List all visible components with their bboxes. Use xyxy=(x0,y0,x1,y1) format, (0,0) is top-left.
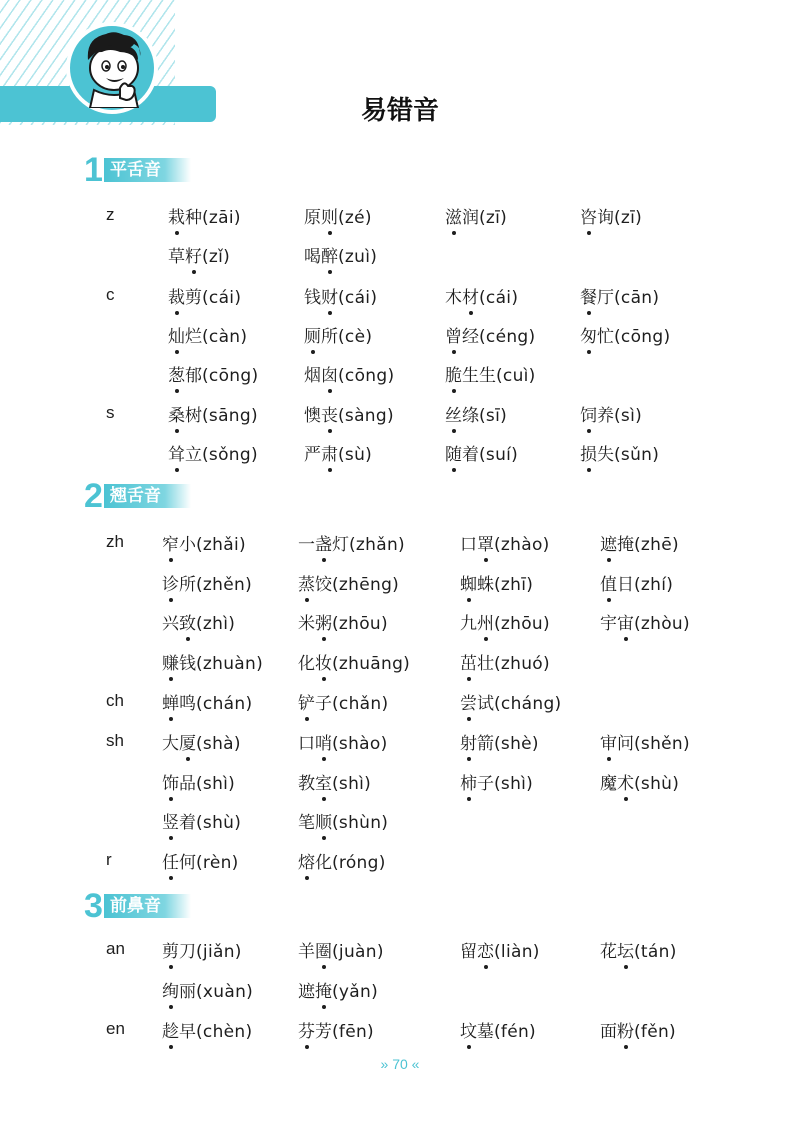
word-entry xyxy=(298,769,371,794)
character: 绦 xyxy=(462,406,479,426)
word-entry xyxy=(600,530,679,555)
emphasized-character: 肃 xyxy=(321,440,338,465)
emphasized-character: 遮 xyxy=(600,530,617,555)
emphasized-character: 诊 xyxy=(162,570,179,595)
pinyin: (shào) xyxy=(332,734,388,754)
word-entry xyxy=(460,649,550,674)
character: 喝 xyxy=(304,247,321,267)
initial-label: en xyxy=(106,1019,125,1038)
character: 润 xyxy=(462,208,479,228)
pinyin: (càn) xyxy=(202,327,248,347)
character: 问 xyxy=(617,734,634,754)
word-entry xyxy=(298,530,405,555)
pinyin: (sàng) xyxy=(338,406,394,426)
pinyin: (suí) xyxy=(479,445,519,465)
character: 子 xyxy=(315,694,332,714)
emphasized-character: 顺 xyxy=(315,808,332,833)
character: 兴 xyxy=(162,614,179,634)
pinyin: (cuì) xyxy=(496,366,536,386)
word-entry xyxy=(580,283,659,308)
emphasized-character: 哨 xyxy=(315,729,332,754)
character: 教 xyxy=(298,774,315,794)
character: 米 xyxy=(298,614,315,634)
initial-label: zh xyxy=(106,532,124,551)
word-entry xyxy=(460,729,539,754)
word-entry xyxy=(445,440,518,465)
word-entry xyxy=(162,649,263,674)
emphasized-character: 桑 xyxy=(168,401,185,426)
word-entry xyxy=(168,203,241,228)
emphasized-character: 审 xyxy=(600,729,617,754)
pinyin: (cè) xyxy=(338,327,373,347)
pinyin: (yǎn) xyxy=(332,982,379,1002)
character: 羊 xyxy=(298,942,315,962)
word-entry xyxy=(580,322,670,347)
word-entry xyxy=(580,203,642,228)
pinyin: (juàn) xyxy=(332,942,384,962)
emphasized-character: 厦 xyxy=(179,729,196,754)
pinyin: (zhuāng) xyxy=(332,654,411,674)
character: 笔 xyxy=(298,813,315,833)
word-entry xyxy=(445,283,518,308)
initial-label: c xyxy=(106,285,115,304)
word-entry xyxy=(304,401,394,426)
emphasized-character: 坟 xyxy=(460,1017,477,1042)
pinyin: (cái) xyxy=(338,288,378,308)
character: 芳 xyxy=(315,1022,332,1042)
section-heading-1 xyxy=(84,151,191,189)
emphasized-character: 恋 xyxy=(477,937,494,962)
section-label: 前鼻音 xyxy=(104,894,191,918)
character: 蛛 xyxy=(477,575,494,595)
initial-label: ch xyxy=(106,691,124,710)
character: 化 xyxy=(315,853,332,873)
pinyin: (zhòu) xyxy=(634,614,690,634)
initial-label: s xyxy=(106,403,115,422)
pinyin: (shùn) xyxy=(332,813,389,833)
emphasized-character: 则 xyxy=(321,203,338,228)
pinyin: (sì) xyxy=(614,406,643,426)
emphasized-character: 材 xyxy=(462,283,479,308)
emphasized-character: 蒸 xyxy=(298,570,315,595)
emphasized-character: 致 xyxy=(179,609,196,634)
word-entry xyxy=(298,937,384,962)
word-entry xyxy=(168,361,258,386)
pinyin: (chǎn) xyxy=(332,694,389,714)
page-number-decor-right: « xyxy=(411,1056,420,1072)
character: 着 xyxy=(179,813,196,833)
character: 钱 xyxy=(304,288,321,308)
pinyin: (zhǎi) xyxy=(196,535,246,555)
emphasized-character: 损 xyxy=(580,440,597,465)
word-entry xyxy=(304,322,372,347)
pinyin: (shè) xyxy=(494,734,539,754)
word-entry xyxy=(162,937,242,962)
pinyin: (cōng) xyxy=(614,327,671,347)
pinyin: (zī) xyxy=(479,208,508,228)
emphasized-character: 铲 xyxy=(298,689,315,714)
word-entry xyxy=(162,769,235,794)
initial-label: r xyxy=(106,850,112,869)
pinyin: (zǐ) xyxy=(202,247,231,267)
word-entry xyxy=(445,203,507,228)
pinyin: (zhōu) xyxy=(494,614,550,634)
character: 宇 xyxy=(600,614,617,634)
character: 种 xyxy=(185,208,202,228)
emphasized-character: 蝉 xyxy=(162,689,179,714)
emphasized-character: 财 xyxy=(321,283,338,308)
emphasized-character: 芬 xyxy=(298,1017,315,1042)
pinyin: (fén) xyxy=(494,1022,536,1042)
word-entry xyxy=(600,729,690,754)
word-entry xyxy=(168,242,230,267)
section-heading-2 xyxy=(84,477,191,515)
emphasized-character: 脆 xyxy=(445,361,462,386)
pinyin: (tán) xyxy=(634,942,677,962)
word-entry xyxy=(162,808,241,833)
pinyin: (zhěn) xyxy=(196,575,252,595)
word-entry xyxy=(460,1017,536,1042)
pinyin: (zhē) xyxy=(634,535,679,555)
word-entry xyxy=(580,401,642,426)
pinyin: (jiǎn) xyxy=(196,942,242,962)
page-number-value: 70 xyxy=(392,1056,408,1072)
word-entry xyxy=(162,1017,252,1042)
character: 子 xyxy=(477,774,494,794)
word-entry xyxy=(168,440,258,465)
word-entry xyxy=(162,977,253,1002)
pinyin: (zhí) xyxy=(634,575,674,595)
word-entry xyxy=(298,570,399,595)
emphasized-character: 裁 xyxy=(168,283,185,308)
section-label: 平舌音 xyxy=(104,158,191,182)
word-entry xyxy=(600,769,679,794)
pinyin: (zuì) xyxy=(338,247,378,267)
character: 鸣 xyxy=(179,694,196,714)
pinyin: (rèn) xyxy=(196,853,239,873)
emphasized-character: 囱 xyxy=(321,361,338,386)
pinyin: (cháng) xyxy=(494,694,562,714)
emphasized-character: 尝 xyxy=(460,689,477,714)
emphasized-character: 任 xyxy=(162,848,179,873)
emphasized-character: 匆 xyxy=(580,322,597,347)
word-entry xyxy=(162,729,241,754)
word-entry xyxy=(162,609,235,634)
character: 所 xyxy=(321,327,338,347)
pinyin: (zhēng) xyxy=(332,575,400,595)
character: 经 xyxy=(462,327,479,347)
pinyin: (fěn) xyxy=(634,1022,676,1042)
character: 立 xyxy=(185,445,202,465)
character: 烂 xyxy=(185,327,202,347)
emphasized-character: 坛 xyxy=(617,937,634,962)
pinyin: (xuàn) xyxy=(196,982,254,1002)
emphasized-character: 射 xyxy=(460,729,477,754)
character: 失 xyxy=(597,445,614,465)
word-entry xyxy=(298,689,388,714)
word-entry xyxy=(460,530,550,555)
page-number-decor-left: » xyxy=(380,1056,389,1072)
word-entry xyxy=(162,530,246,555)
pinyin: (zhī) xyxy=(494,575,534,595)
word-entry xyxy=(304,283,377,308)
initial-label: z xyxy=(106,205,115,224)
character: 生 xyxy=(462,366,479,386)
word-entry xyxy=(580,440,659,465)
character: 大 xyxy=(162,734,179,754)
character: 面 xyxy=(600,1022,617,1042)
pinyin: (cái) xyxy=(479,288,519,308)
character: 原 xyxy=(304,208,321,228)
emphasized-character: 熔 xyxy=(298,848,315,873)
character: 生 xyxy=(479,366,496,386)
character: 木 xyxy=(445,288,462,308)
emphasized-character: 妆 xyxy=(315,649,332,674)
emphasized-character: 趁 xyxy=(162,1017,179,1042)
emphasized-character: 室 xyxy=(315,769,332,794)
emphasized-character: 滋 xyxy=(445,203,462,228)
character: 品 xyxy=(179,774,196,794)
character: 懊 xyxy=(304,406,321,426)
section-number: 1 xyxy=(84,151,103,189)
word-entry xyxy=(298,808,388,833)
pinyin: (shěn) xyxy=(634,734,690,754)
emphasized-character: 术 xyxy=(617,769,634,794)
emphasized-character: 随 xyxy=(445,440,462,465)
word-entry xyxy=(600,1017,676,1042)
word-entry xyxy=(162,848,239,873)
emphasized-character: 绚 xyxy=(162,977,179,1002)
emphasized-character: 宙 xyxy=(617,609,634,634)
word-entry xyxy=(162,689,252,714)
word-entry xyxy=(460,570,533,595)
character: 一 xyxy=(298,535,315,555)
initial-label: sh xyxy=(106,731,124,750)
word-entry xyxy=(168,283,241,308)
word-entry xyxy=(304,440,372,465)
character: 花 xyxy=(600,942,617,962)
character: 掩 xyxy=(617,535,634,555)
character: 墓 xyxy=(477,1022,494,1042)
character: 何 xyxy=(179,853,196,873)
word-entry xyxy=(600,609,690,634)
emphasized-character: 粉 xyxy=(617,1017,634,1042)
character: 询 xyxy=(597,208,614,228)
character: 烟 xyxy=(304,366,321,386)
pinyin: (shà) xyxy=(196,734,241,754)
section-number: 2 xyxy=(84,477,103,515)
word-entry xyxy=(298,729,388,754)
character: 所 xyxy=(179,575,196,595)
character: 口 xyxy=(298,734,315,754)
pinyin: (cān) xyxy=(614,288,660,308)
emphasized-character: 掩 xyxy=(315,977,332,1002)
page-title: 易错音 xyxy=(360,96,439,126)
pinyin: (zhuó) xyxy=(494,654,550,674)
word-entry xyxy=(168,322,247,347)
pinyin: (zé) xyxy=(338,208,372,228)
pinyin: (róng) xyxy=(332,853,386,873)
character: 日 xyxy=(617,575,634,595)
emphasized-character: 栽 xyxy=(168,203,185,228)
emphasized-character: 丝 xyxy=(445,401,462,426)
word-entry xyxy=(460,609,550,634)
pinyin: (sǔn) xyxy=(614,445,660,465)
word-entry xyxy=(298,1017,374,1042)
emphasized-character: 州 xyxy=(477,609,494,634)
word-entry xyxy=(298,977,378,1002)
character: 忙 xyxy=(597,327,614,347)
pinyin: (zī) xyxy=(614,208,643,228)
character: 草 xyxy=(168,247,185,267)
word-entry xyxy=(600,570,673,595)
character: 严 xyxy=(304,445,321,465)
section-number: 3 xyxy=(84,887,103,925)
character: 壮 xyxy=(477,654,494,674)
emphasized-character: 曾 xyxy=(445,322,462,347)
pinyin: (cōng) xyxy=(202,366,259,386)
emphasized-character: 饲 xyxy=(580,401,597,426)
word-entry xyxy=(445,361,536,386)
pinyin: (liàn) xyxy=(494,942,540,962)
word-entry xyxy=(304,242,377,267)
emphasized-character: 盏 xyxy=(315,530,332,555)
word-entry xyxy=(162,570,252,595)
character: 养 xyxy=(597,406,614,426)
pinyin: (shù) xyxy=(196,813,242,833)
pinyin: (sāng) xyxy=(202,406,258,426)
emphasized-character: 罩 xyxy=(477,530,494,555)
pinyin: (cōng) xyxy=(338,366,395,386)
emphasized-character: 丧 xyxy=(321,401,338,426)
emphasized-character: 柿 xyxy=(460,769,477,794)
word-entry xyxy=(298,649,410,674)
character: 化 xyxy=(298,654,315,674)
character: 口 xyxy=(460,535,477,555)
character: 饺 xyxy=(315,575,332,595)
pinyin: (sù) xyxy=(338,445,373,465)
emphasized-character: 厕 xyxy=(304,322,321,347)
emphasized-character: 圈 xyxy=(315,937,332,962)
emphasized-character: 值 xyxy=(600,570,617,595)
character: 厅 xyxy=(597,288,614,308)
character: 箭 xyxy=(477,734,494,754)
emphasized-character: 茁 xyxy=(460,649,477,674)
character: 小 xyxy=(179,535,196,555)
emphasized-character: 籽 xyxy=(185,242,202,267)
emphasized-character: 赚 xyxy=(162,649,179,674)
character: 灯 xyxy=(332,535,349,555)
pinyin: (zhōu) xyxy=(332,614,388,634)
section-label: 翘舌音 xyxy=(104,484,191,508)
emphasized-character: 窄 xyxy=(162,530,179,555)
pinyin: (zhǎn) xyxy=(349,535,405,555)
emphasized-character: 葱 xyxy=(168,361,185,386)
pinyin: (zhì) xyxy=(196,614,236,634)
character: 留 xyxy=(460,942,477,962)
word-entry xyxy=(445,401,507,426)
pinyin: (shì) xyxy=(196,774,236,794)
character: 剪 xyxy=(185,288,202,308)
pinyin: (zhào) xyxy=(494,535,550,555)
emphasized-character: 饰 xyxy=(162,769,179,794)
character: 着 xyxy=(462,445,479,465)
emphasized-character: 剪 xyxy=(162,937,179,962)
pinyin: (céng) xyxy=(479,327,536,347)
word-entry xyxy=(460,769,533,794)
character: 刀 xyxy=(179,942,196,962)
pinyin: (chèn) xyxy=(196,1022,253,1042)
emphasized-character: 竖 xyxy=(162,808,179,833)
word-entry xyxy=(460,689,561,714)
pinyin: (shù) xyxy=(634,774,680,794)
word-entry xyxy=(600,937,677,962)
word-entry xyxy=(304,203,372,228)
pinyin: (fēn) xyxy=(332,1022,374,1042)
pinyin: (chán) xyxy=(196,694,253,714)
section-heading-3 xyxy=(84,887,191,925)
word-entry xyxy=(445,322,535,347)
emphasized-character: 蜘 xyxy=(460,570,477,595)
pinyin: (shì) xyxy=(332,774,372,794)
word-entry xyxy=(304,361,394,386)
emphasized-character: 醉 xyxy=(321,242,338,267)
pinyin: (sī) xyxy=(479,406,508,426)
word-entry xyxy=(168,401,258,426)
word-entry xyxy=(460,937,540,962)
character: 遮 xyxy=(298,982,315,1002)
character: 试 xyxy=(477,694,494,714)
emphasized-character: 耸 xyxy=(168,440,185,465)
pinyin: (shì) xyxy=(494,774,534,794)
page-number xyxy=(0,1056,800,1072)
pinyin: (sǒng) xyxy=(202,445,258,465)
emphasized-character: 咨 xyxy=(580,203,597,228)
pinyin: (cái) xyxy=(202,288,242,308)
emphasized-character: 粥 xyxy=(315,609,332,634)
character: 郁 xyxy=(185,366,202,386)
word-entry xyxy=(298,609,388,634)
character: 早 xyxy=(179,1022,196,1042)
pinyin: (zhuàn) xyxy=(196,654,264,674)
character: 树 xyxy=(185,406,202,426)
character: 九 xyxy=(460,614,477,634)
word-entry xyxy=(298,848,386,873)
pinyin: (zāi) xyxy=(202,208,241,228)
character: 魔 xyxy=(600,774,617,794)
emphasized-character: 灿 xyxy=(168,322,185,347)
character: 钱 xyxy=(179,654,196,674)
initial-label: an xyxy=(106,939,125,958)
character: 丽 xyxy=(179,982,196,1002)
emphasized-character: 餐 xyxy=(580,283,597,308)
